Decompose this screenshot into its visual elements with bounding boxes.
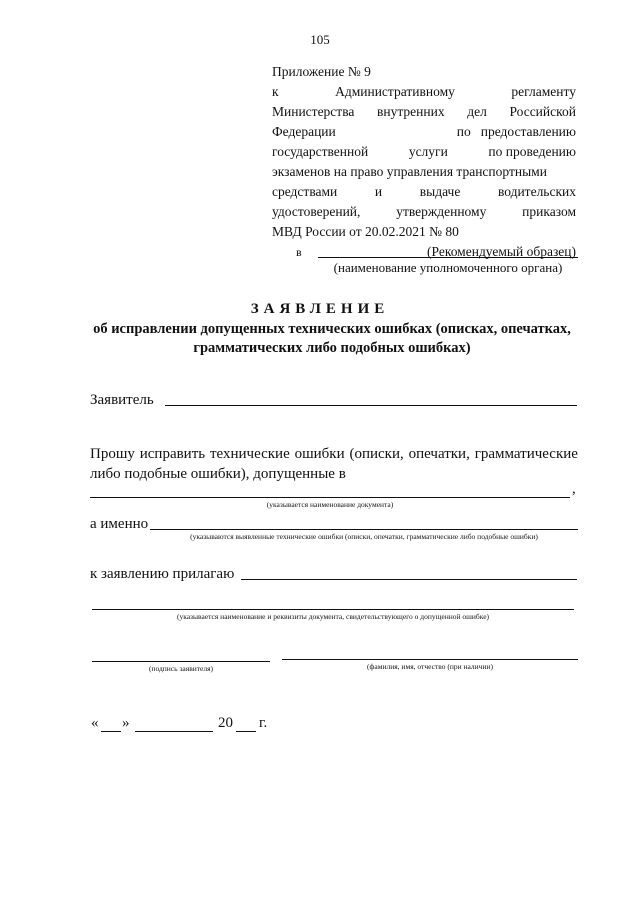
namely-label: а именно (90, 516, 149, 532)
recipient-field[interactable] (318, 257, 578, 258)
attachment-field[interactable] (241, 579, 577, 580)
appendix-word: МВД России от 20.02.2021 № 80 (272, 224, 459, 239)
appendix-line-6 (272, 162, 576, 182)
document-name-field[interactable] (90, 497, 570, 498)
appendix-line-4 (272, 122, 576, 142)
appendix-word: к (272, 84, 279, 99)
appendix-word: государственной (272, 144, 369, 159)
day-field[interactable] (101, 731, 121, 732)
appendix-header (272, 62, 576, 262)
appendix-word: приказом (522, 204, 576, 219)
attachment-field-continued[interactable] (92, 609, 574, 610)
appendix-line-8 (272, 202, 576, 222)
document-subtitle: об исправлении допущенных технических ошибках (описках, опечатках, грамматических либо подобных ошибках) (93, 321, 571, 356)
document-name-hint: (указывается наименование документа) (266, 500, 394, 509)
appendix-word: внутренних (377, 104, 445, 119)
appendix-line-1 (272, 62, 576, 82)
appendix-line-9 (272, 222, 576, 242)
full-name-hint: (фамилия, имя, отчество (при наличии) (367, 662, 493, 671)
request-line-2 (90, 464, 578, 484)
appendix-word: Административному (335, 84, 455, 99)
request-word: опечатки, (408, 446, 470, 462)
appendix-word: регламенту (511, 84, 576, 99)
appendix-word: и (374, 184, 383, 199)
attach-label: к заявлению прилагаю (90, 566, 235, 582)
appendix-word: утвержденному (396, 204, 487, 219)
request-line-1 (90, 444, 578, 464)
appendix-word: по проведению (488, 144, 576, 159)
sample-note (272, 242, 576, 262)
appendix-word: экзаменов на право управления транспортными (272, 164, 547, 179)
attachment-hint: (указывается наименование и реквизиты документа, свидетельствующего о допущенной ошибке) (176, 612, 490, 621)
errors-hint: (указываются выявленные технические ошибки (описки, опечатки, грамматические либо подобные ошибки) (190, 532, 538, 541)
appendix-line-2 (272, 82, 576, 102)
request-word: ошибки (294, 446, 345, 462)
request-word: (описки, (349, 446, 404, 462)
year-prefix: 20 (218, 715, 233, 731)
appendix-word: средствами (272, 184, 338, 199)
request-word: Прошу (90, 446, 135, 462)
appendix-line-3 (272, 102, 576, 122)
date-close-quote: » (122, 715, 130, 731)
request-paragraph (90, 444, 578, 484)
appendix-word: Министерства (272, 104, 355, 119)
appendix-word: Российской (509, 104, 576, 119)
appendix-word: водительских (497, 184, 576, 199)
appendix-word: удостоверений, (272, 204, 361, 219)
date-open-quote: « (91, 715, 99, 731)
appendix-word: выдаче (419, 184, 461, 199)
signature-hint: (подпись заявителя) (148, 664, 214, 673)
appendix-word: по (456, 124, 471, 139)
year-suffix: г. (259, 715, 268, 731)
signature-field[interactable] (92, 661, 270, 662)
appendix-word: Федерации (272, 124, 336, 139)
request-line-2-text: либо подобные ошибки), допущенные в (90, 466, 346, 482)
page-number: 105 (310, 32, 330, 47)
request-word: технические (209, 446, 290, 462)
errors-field[interactable] (150, 529, 578, 530)
appendix-word: предоставлению (480, 124, 576, 139)
document-name-comma: , (572, 481, 576, 497)
recipient-prefix: в (296, 245, 302, 259)
applicant-field[interactable] (165, 405, 577, 406)
full-name-field[interactable] (282, 659, 578, 660)
year-field[interactable] (236, 731, 256, 732)
document-title: ЗАЯВЛЕНИЕ (250, 301, 390, 317)
appendix-word: дел (467, 104, 487, 119)
appendix-word: услуги (408, 144, 448, 159)
appendix-line-5 (272, 142, 576, 162)
request-word: грамматические (474, 446, 578, 462)
appendix-line-7 (272, 182, 576, 202)
applicant-label: Заявитель (90, 392, 154, 408)
recipient-hint: (наименование уполномоченного органа) (333, 260, 563, 275)
appendix-word: Приложение № 9 (272, 64, 371, 79)
month-field[interactable] (135, 731, 213, 732)
request-word: исправить (139, 446, 206, 462)
sample-note-text: (Рекомендуемый образец) (427, 244, 576, 259)
